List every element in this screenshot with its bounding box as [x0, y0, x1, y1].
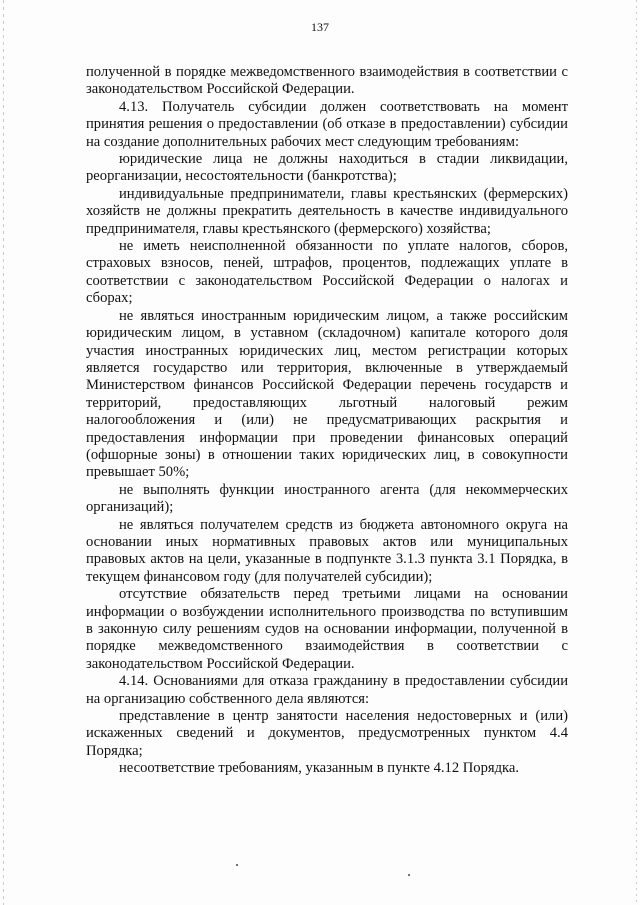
clause-4-14: 4.14. Основаниями для отказа гражданину в предоставлении субсидии на организацию собственного дела являются: — [86, 673, 568, 707]
scan-edge-left — [3, 0, 4, 905]
requirement-legal-entities: юридические лица не должны находиться в стадии ликвидации, реорганизации, несостоятельности (банкротства); — [86, 151, 568, 185]
paragraph-continuation: полученной в порядке межведомственного взаимодействия в соответствии с законодательством Российской Федерации. — [86, 64, 568, 98]
document-body — [86, 64, 568, 778]
requirement-no-tax-debt: не иметь неисполненной обязанности по уплате налогов, сборов, страховых взносов, пеней, штрафов, процентов, подлежащих уплате в соответствии с законодательством Российской Федерации о налогах и сборах; — [86, 238, 568, 307]
requirement-not-budget-recipient: не являться получателем средств из бюджета автономного округа на основании иных нормативных правовых актов или муниципальных правовых актов на цели, указанные в подпункте 3.1.3 пункта 3.1 Порядка, в текущем финансовом году (для получателей субсидии); — [86, 516, 568, 585]
scan-edge-right — [636, 0, 637, 905]
requirement-entrepreneurs: индивидуальные предприниматели, главы крестьянских (фермерских) хозяйств не должны прекратить деятельность в качестве индивидуального предпринимателя, главы крестьянского (фермерского) хозяйства; — [86, 185, 568, 237]
requirement-not-foreign-agent: не выполнять функции иностранного агента (для некоммерческих организаций); — [86, 481, 568, 516]
refusal-noncompliance: несоответствие требованиям, указанным в пункте 4.12 Порядка. — [119, 760, 520, 777]
refusal-false-info: представление в центр занятости населения недостоверных и (или) искаженных сведений и документов, предусмотренных пунктом 4.4 Порядка; — [86, 708, 568, 759]
scan-speck — [236, 864, 238, 866]
requirement-no-obligations: отсутствие обязательств перед третьими лицами на основании информации о возбуждении исполнительного производства по вступившим в законную силу решениям судов на основании информации, полученной в порядке межведомственного взаимодействия в соответствии с законодательством Российской Федерации. — [86, 586, 568, 672]
requirement-not-foreign-entity: не являться иностранным юридическим лицом, а также российским юридическим лицом, в уставном (складочном) капитале которого доля участия иностранных юридических лиц, местом регистрации которых является государство или территория, включенные в утверждаемый Министерством финансов Российской Федерации перечень государств и территорий, предоставляющих льготный налоговый режим налогообложения и (или) не предусматривающих раскрытия и предоставления информации при проведении финансовых операций (офшорные зоны) в отношении таких юридических лиц, в совокупности превышает 50%; — [86, 307, 568, 481]
scan-speck — [408, 874, 410, 876]
clause-4-13: 4.13. Получатель субсидии должен соответствовать на момент принятия решения о предоставлении (об отказе в предоставлении) субсидии на создание дополнительных рабочих мест следующим требованиям: — [86, 98, 568, 150]
page-number: 137 — [311, 20, 329, 34]
